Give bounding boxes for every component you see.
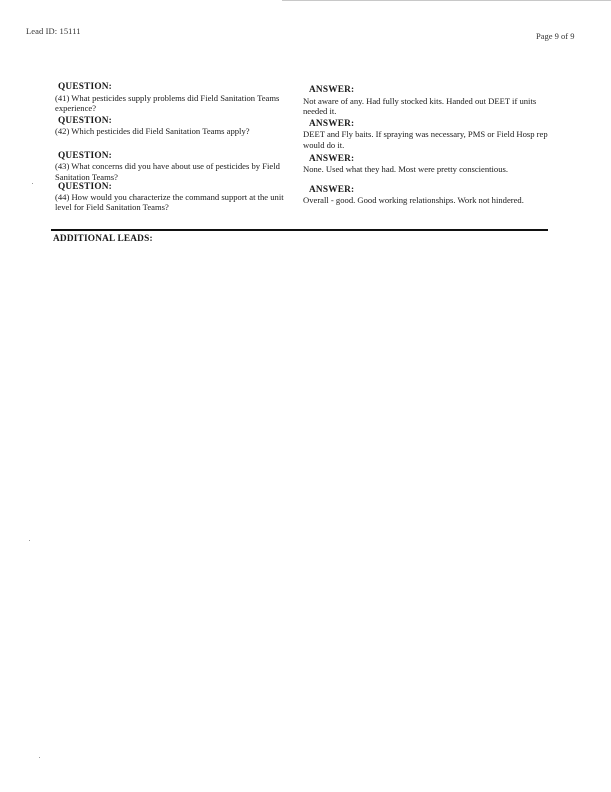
question-text: (43) What concerns did you have about use of pesticides by Field Sanitation Teams?: [55, 161, 280, 182]
answer-cell: [301, 151, 550, 182]
lead-id: Lead ID: 15111: [26, 26, 81, 36]
answer-label: ANSWER:: [309, 85, 355, 95]
scan-speck: [29, 540, 30, 541]
page-number: Page 9 of 9: [536, 31, 575, 41]
answer-text: DEET and Fly baits. If spraying was necessary, PMS or Field Hosp rep would do it.: [303, 129, 548, 150]
scan-edge-line: [282, 0, 611, 1]
qa-row: [55, 82, 550, 116]
scan-speck: [32, 183, 33, 184]
answer-label: ANSWER:: [309, 118, 355, 129]
answer-cell: [301, 116, 550, 150]
qa-row: [55, 182, 550, 213]
scan-speck: [39, 757, 40, 758]
answer-text: Overall - good. Good working relationships. Work not hindered.: [303, 195, 524, 206]
answer-text: None. Used what they had. Most were pretty conscientious.: [303, 164, 509, 175]
qa-table: [55, 82, 550, 213]
question-text: (44) How would you characterize the command support at the unit level for Field Sanitation Teams?: [55, 192, 284, 213]
question-cell: [55, 151, 301, 182]
question-text: (42) Which pesticides did Field Sanitation Teams apply?: [55, 126, 250, 137]
qa-row: [55, 151, 550, 182]
answer-label: ANSWER:: [309, 153, 355, 164]
answer-cell: [301, 82, 550, 116]
additional-leads-heading: ADDITIONAL LEADS:: [53, 234, 153, 244]
section-divider: [51, 229, 548, 231]
question-label: QUESTION:: [58, 82, 112, 92]
question-cell: [55, 182, 301, 213]
qa-row: [55, 116, 550, 150]
question-label: QUESTION:: [58, 150, 112, 161]
question-cell: [55, 82, 301, 116]
answer-text: Not aware of any. Had fully stocked kits. Handed out DEET if units needed it.: [303, 95, 537, 116]
answer-label: ANSWER:: [309, 184, 355, 195]
question-cell: [55, 116, 301, 150]
answer-cell: [301, 182, 550, 213]
question-text: (41) What pesticides supply problems did Field Sanitation Teams experience?: [55, 92, 280, 113]
question-label: QUESTION:: [58, 181, 112, 192]
question-label: QUESTION:: [58, 115, 112, 126]
